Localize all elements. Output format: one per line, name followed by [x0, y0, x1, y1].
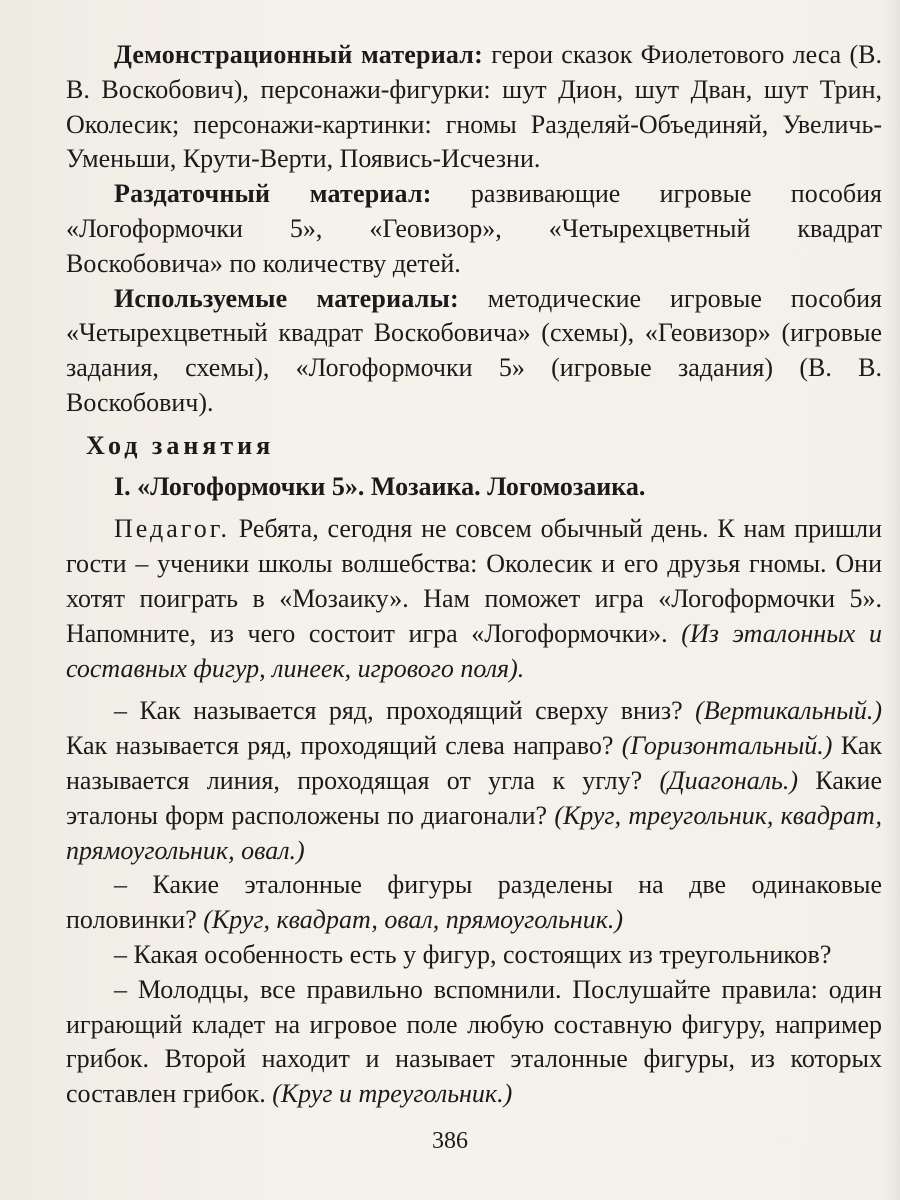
triangles-question-paragraph — [66, 938, 882, 973]
teacher-intro-paragraph — [66, 512, 882, 686]
halves-question: – Какие эталонные фигуры разделены на две одинаковые половинки? — [66, 870, 882, 935]
question-3: Как называется линия, проходящая от угла к углу? — [66, 731, 883, 795]
triangles-question: – Какая особенность есть у фигур, состоящих из треугольников? — [114, 939, 832, 969]
rules-answer: (Круг и треугольник.) — [272, 1079, 513, 1109]
answer-3: (Диагональ.) — [659, 765, 799, 795]
handout-material-label: Раздаточный материал: — [114, 179, 432, 209]
question-1: – Как называется ряд, проходящий сверху вниз? — [114, 696, 696, 726]
demo-material-label: Демонстрационный материал: — [114, 40, 483, 69]
lesson-heading: Ход занятия — [86, 430, 275, 460]
speaker-label: Педагог. — [114, 514, 230, 544]
teacher-intro-answer: (Из эталонных и составных фигур, линеек, игрового поля). — [66, 618, 882, 683]
used-materials-text: методические игровые пособия «Четырехцветный квадрат Воскобовича» (схемы), «Геовизор» (игровые задания, схемы), «Логоформочки 5» (игровые задания) (В. В. Воскобович). — [66, 283, 882, 417]
handout-material-text: развивающие игровые пособия «Логоформочки 5», «Геовизор», «Четырехцветный квадрат Воскобовича» по количеству детей. — [66, 179, 882, 278]
halves-answer: (Круг, квадрат, овал, прямоугольник.) — [203, 905, 624, 935]
answer-4: (Круг, треугольник, квадрат, прямоугольник, овал.) — [66, 800, 882, 865]
page-number: 386 — [432, 1128, 468, 1154]
answer-2: (Горизонтальный.) — [621, 731, 833, 761]
rules-text: – Молодцы, все правильно вспомнили. Послушайте правила: один играющий кладет на игровое поле любую составную фигуру, например грибок. Второй находит и называет эталонные фигуры, из которых составлен грибок. — [66, 974, 882, 1109]
page-edge-shadow — [882, 0, 900, 1200]
rules-paragraph — [66, 973, 882, 1112]
demo-material-text: герои сказок Фиолетового леса (В. В. Воскобович), персонажи-фигурки: шут Дион, шут Дван, шут Трин, Околесик; персонажи-картинки: гномы Разделяй-Объединяй, Увеличь-Уменьши, Крути-Верти, Появись-Исчезни. — [66, 40, 882, 174]
answer-1: (Вертикальный.) — [695, 696, 882, 726]
question-4: Какие эталоны форм расположены по диагонали? — [66, 765, 882, 830]
page-body — [66, 38, 882, 1112]
handout-material-paragraph — [66, 177, 882, 281]
questions-paragraph — [66, 694, 882, 868]
teacher-intro-text: Ребята, сегодня не совсем обычный день. К нам пришли гости – ученики школы волшебства: Околесик и его друзья гномы. Они хотят поиграть в «Мозаику». Нам поможет игра «Логоформочки 5». Напомните, из чего состоит игра «Логоформочки». — [66, 514, 882, 648]
question-2: Как называется ряд, проходящий слева направо? — [66, 731, 622, 761]
used-materials-paragraph — [66, 282, 882, 421]
demo-material-paragraph — [66, 38, 882, 177]
section-title: I. «Логоформочки 5». Мозаика. Логомозаика. — [114, 471, 646, 501]
halves-question-paragraph — [66, 868, 882, 938]
used-materials-label: Используемые материалы: — [114, 283, 459, 313]
